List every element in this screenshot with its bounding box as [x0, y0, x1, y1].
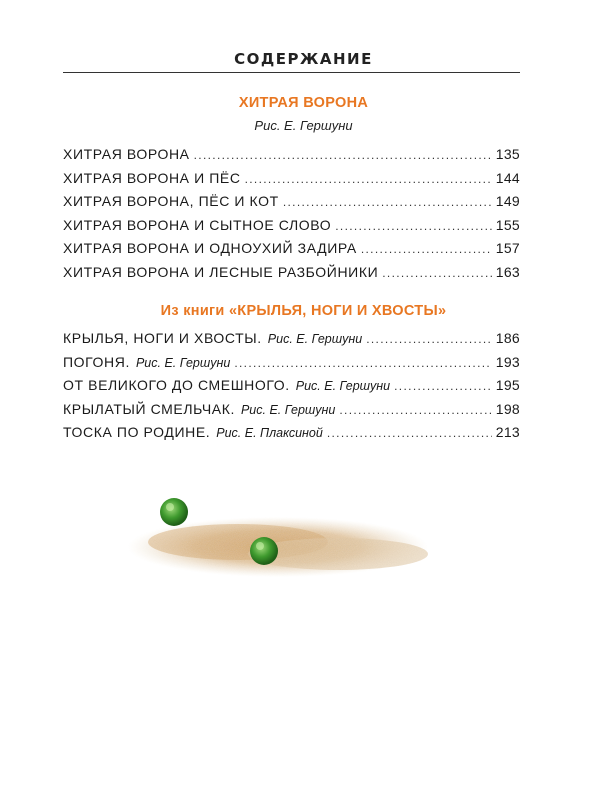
toc-entry-title: ТОСКА ПО РОДИНЕ. — [63, 424, 211, 441]
toc-entry-title: ХИТРАЯ ВОРОНА — [63, 146, 190, 162]
pea-icon — [250, 537, 278, 565]
section-illustrator: Рис. Е. Гершуни — [254, 118, 353, 133]
toc-entry-illustrator: Рис. Е. Плаксиной — [216, 426, 323, 441]
leader-dots — [366, 332, 492, 346]
section-title-crow: ХИТРАЯ ВОРОНА — [238, 95, 369, 111]
pea-icon — [160, 498, 188, 526]
toc-entry-title: ПОГОНЯ. — [63, 353, 130, 370]
leader-dots — [327, 426, 492, 440]
toc-entry-page: 195 — [495, 377, 520, 394]
toc-entry-illustrator: Рис. Е. Гершуни — [240, 402, 336, 417]
toc-entry[interactable] — [63, 264, 520, 288]
title-divider — [63, 72, 520, 73]
toc-entry[interactable] — [63, 170, 520, 194]
toc-entry-title: ХИТРАЯ ВОРОНА И ПЁС — [63, 169, 241, 186]
toc-entry[interactable] — [63, 424, 520, 448]
toc-list-wings — [63, 330, 520, 448]
leader-dots — [361, 242, 492, 256]
leader-dots — [234, 356, 491, 370]
toc-entry[interactable] — [63, 354, 520, 378]
toc-entry-page: 144 — [495, 169, 520, 186]
toc-entry-page: 198 — [495, 400, 520, 417]
toc-entry-title: ХИТРАЯ ВОРОНА И ОДНОУХИЙ ЗАДИРА — [63, 240, 357, 257]
toc-entry-page: 193 — [495, 353, 520, 370]
leader-dots — [283, 195, 492, 209]
toc-entry-page: 163 — [495, 263, 520, 280]
toc-entry-title: ХИТРАЯ ВОРОНА И СЫТНОЕ СЛОВО — [63, 216, 332, 233]
toc-entry-title: ОТ ВЕЛИКОГО ДО СМЕШНОГО. — [63, 377, 290, 394]
sand-smear — [128, 517, 428, 577]
toc-entry[interactable] — [63, 377, 520, 401]
leader-dots — [335, 219, 492, 233]
leader-dots — [339, 403, 491, 417]
page-title: СОДЕРЖАНИЕ — [234, 50, 373, 68]
toc-entry-page: 135 — [495, 146, 520, 162]
toc-entry[interactable] — [63, 193, 520, 217]
toc-entry-illustrator: Рис. Е. Гершуни — [295, 379, 391, 394]
toc-entry[interactable] — [63, 401, 520, 425]
toc-entry-title: ХИТРАЯ ВОРОНА И ЛЕСНЫЕ РАЗБОЙНИКИ — [63, 263, 379, 280]
toc-entry[interactable] — [63, 146, 520, 170]
toc-entry-page: 149 — [495, 193, 520, 210]
toc-entry[interactable] — [63, 217, 520, 241]
sand-peas-illustration — [118, 492, 448, 592]
leader-dots — [382, 266, 491, 280]
toc-entry-title: КРЫЛЬЯ, НОГИ И ХВОСТЫ. — [63, 330, 262, 346]
toc-entry-page: 155 — [495, 216, 520, 233]
toc-entry[interactable] — [63, 240, 520, 264]
leader-dots — [394, 379, 492, 393]
toc-entry-illustrator: Рис. Е. Гершуни — [267, 332, 363, 346]
toc-entry-page: 213 — [495, 424, 520, 441]
toc-list-crow — [63, 146, 520, 288]
toc-entry-page: 186 — [495, 330, 520, 346]
leader-dots — [194, 148, 492, 162]
toc-entry-page: 157 — [495, 240, 520, 257]
section-title-wings: Из книги «КРЫЛЬЯ, НОГИ И ХВОСТЫ» — [160, 303, 447, 319]
toc-entry-illustrator: Рис. Е. Гершуни — [135, 355, 231, 370]
toc-entry-title: КРЫЛАТЫЙ СМЕЛЬЧАК. — [63, 400, 235, 417]
leader-dots — [245, 172, 492, 186]
toc-entry-title: ХИТРАЯ ВОРОНА, ПЁС И КОТ — [63, 193, 279, 210]
toc-entry[interactable] — [63, 330, 520, 354]
